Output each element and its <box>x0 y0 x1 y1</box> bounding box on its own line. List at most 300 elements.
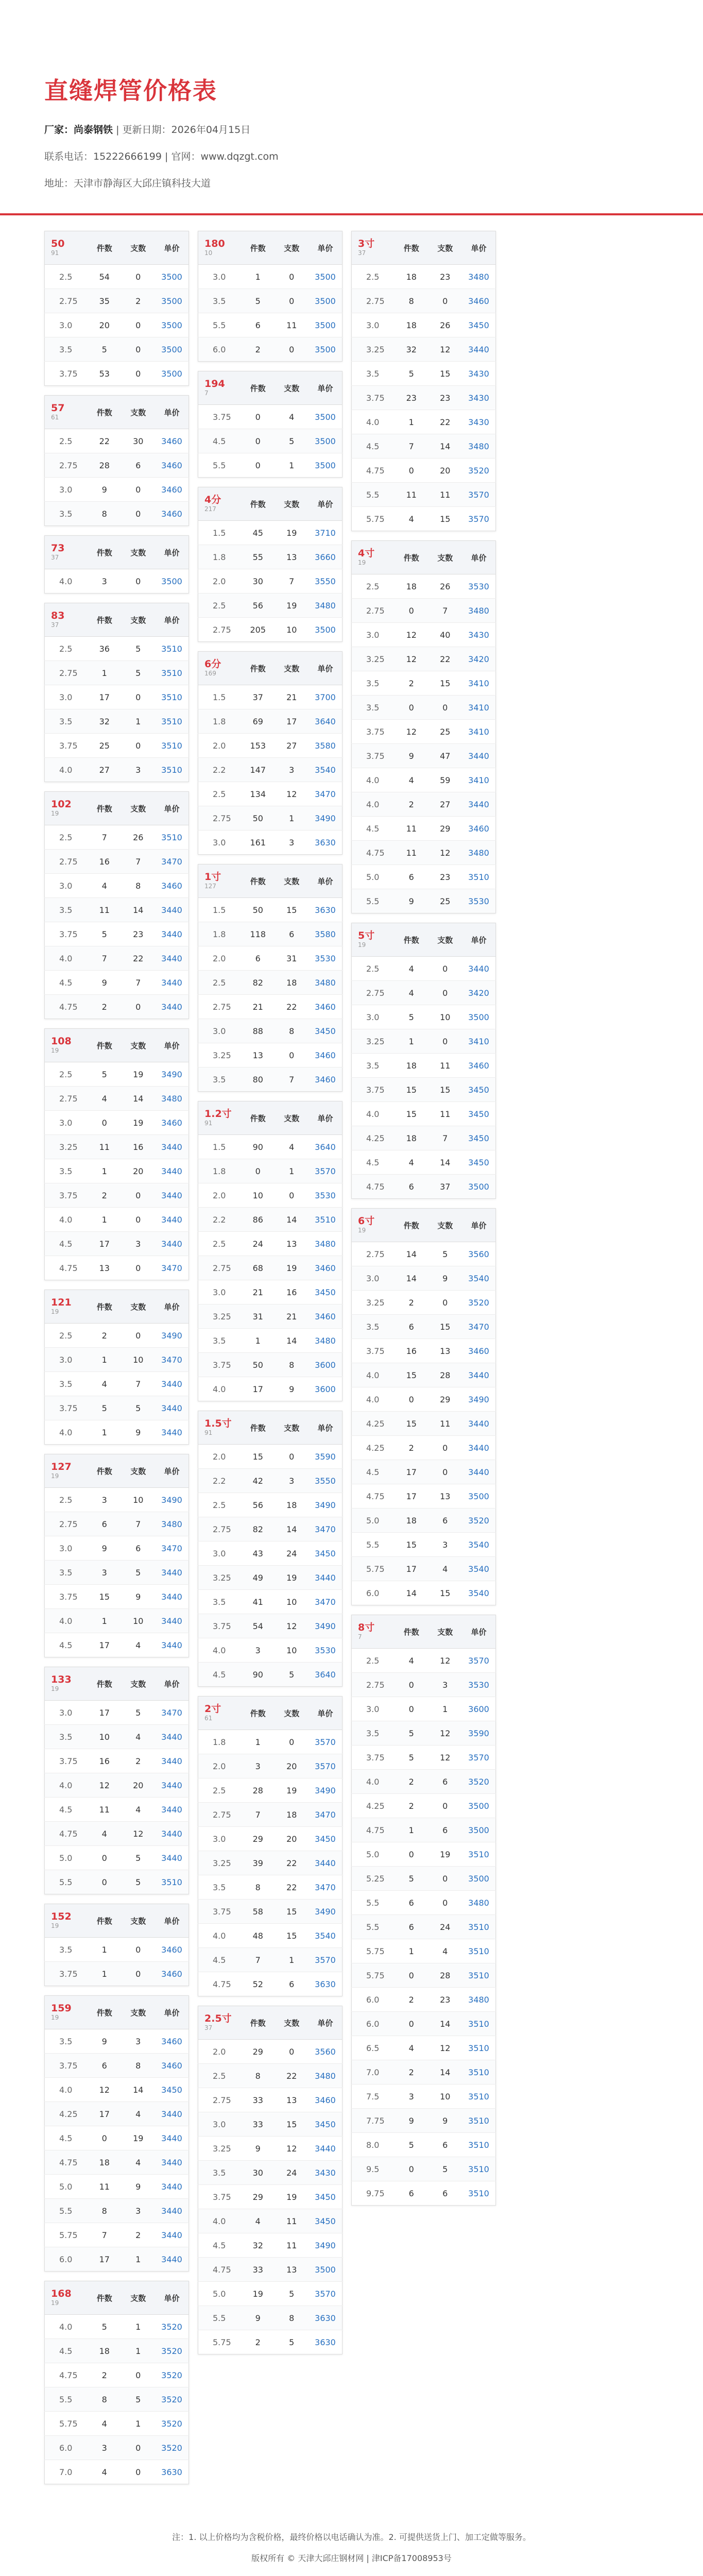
thickness-cell: 5.75 <box>198 2330 242 2354</box>
table-row <box>45 429 189 453</box>
count-cell: 11 <box>395 817 428 841</box>
pieces-cell: 6 <box>428 2181 462 2206</box>
count-cell: 14 <box>395 1581 428 1605</box>
spec-header-row <box>352 541 496 574</box>
thickness-cell: 5.5 <box>352 1915 395 1939</box>
table-row <box>198 734 342 758</box>
pieces-cell: 25 <box>428 720 462 744</box>
pieces-cell: 10 <box>275 1638 309 1663</box>
pieces-cell: 24 <box>275 1541 309 1566</box>
spec-header-row <box>198 652 342 685</box>
count-header: 件数 <box>395 231 428 265</box>
pieces-cell: 19 <box>428 1842 462 1867</box>
price-cell: 3440 <box>155 1372 189 1396</box>
pieces-cell: 0 <box>428 1029 462 1054</box>
thickness-cell: 2.0 <box>198 569 242 594</box>
count-cell: 0 <box>88 1846 122 1870</box>
table-row <box>198 429 342 453</box>
count-cell: 8 <box>88 2387 122 2412</box>
count-cell: 9 <box>88 1536 122 1561</box>
price-header: 单价 <box>155 396 189 429</box>
pieces-cell: 8 <box>275 1019 309 1043</box>
count-cell: 7 <box>88 2223 122 2247</box>
table-row <box>198 1445 342 1469</box>
pieces-header: 支数 <box>275 1697 309 1730</box>
thickness-cell: 2.75 <box>45 1512 88 1536</box>
thickness-cell: 4.0 <box>45 1609 88 1633</box>
table-row <box>45 874 189 898</box>
spec-header-cell <box>45 1029 88 1062</box>
count-cell: 8 <box>88 502 122 526</box>
price-cell: 3590 <box>462 1721 496 1745</box>
thickness-cell: 3.0 <box>198 2112 242 2137</box>
price-cell: 3450 <box>308 2185 342 2209</box>
pieces-header: 支数 <box>275 371 309 405</box>
pieces-cell: 16 <box>122 1135 156 1159</box>
count-cell: 2 <box>395 2060 428 2084</box>
table-row <box>352 1412 496 1436</box>
count-cell: 29 <box>241 2040 275 2064</box>
table-row <box>45 1324 189 1348</box>
count-cell: 1 <box>88 1962 122 1986</box>
count-cell: 1 <box>88 1159 122 1183</box>
table-row <box>352 1150 496 1175</box>
spec-total-count: 91 <box>51 249 59 257</box>
spec-name: 4分 <box>204 494 221 505</box>
price-cell: 3450 <box>308 2112 342 2137</box>
spec-table <box>44 2281 189 2484</box>
count-header: 件数 <box>241 652 275 685</box>
count-header: 件数 <box>88 1996 122 2029</box>
table-row <box>45 2175 189 2199</box>
price-cell: 3470 <box>155 1701 189 1725</box>
thickness-cell: 2.5 <box>352 574 395 599</box>
count-cell: 8 <box>241 2064 275 2088</box>
spec-table <box>351 540 496 913</box>
count-cell: 3 <box>241 1754 275 1778</box>
spec-name: 133 <box>51 1674 72 1685</box>
price-cell: 3530 <box>308 1183 342 1208</box>
thickness-cell: 4.5 <box>198 2233 242 2258</box>
count-cell: 5 <box>88 337 122 362</box>
table-row <box>198 2064 342 2088</box>
count-cell: 3 <box>88 1561 122 1585</box>
price-cell: 3630 <box>308 1972 342 1996</box>
table-row <box>352 289 496 313</box>
table-row <box>198 2161 342 2185</box>
spec-name: 1.2寸 <box>204 1108 232 1120</box>
count-cell: 17 <box>88 1232 122 1256</box>
price-cell: 3410 <box>462 696 496 720</box>
pieces-cell: 3 <box>275 831 309 855</box>
pieces-cell: 0 <box>428 1436 462 1460</box>
spec-table <box>198 2006 342 2354</box>
pieces-header: 支数 <box>122 231 156 265</box>
thickness-cell: 5.0 <box>45 1846 88 1870</box>
table-row <box>45 2078 189 2102</box>
table-row <box>45 1111 189 1135</box>
table-row <box>198 1019 342 1043</box>
thickness-cell: 3.5 <box>198 289 242 313</box>
price-cell: 3430 <box>462 362 496 386</box>
thickness-cell: 3.5 <box>352 1721 395 1745</box>
pieces-cell: 5 <box>122 1846 156 1870</box>
count-cell: 11 <box>88 1135 122 1159</box>
spec-total-count: 61 <box>51 414 59 421</box>
spec-header-cell <box>45 396 88 429</box>
count-cell: 90 <box>241 1135 275 1159</box>
count-cell: 11 <box>88 1798 122 1822</box>
thickness-cell: 5.5 <box>45 1870 88 1894</box>
table-row <box>198 1948 342 1972</box>
count-cell: 4 <box>395 507 428 531</box>
thickness-cell: 3.25 <box>352 647 395 671</box>
count-cell: 14 <box>395 1266 428 1291</box>
price-cell: 3470 <box>308 782 342 806</box>
price-cell: 3500 <box>462 1484 496 1509</box>
page-footer <box>0 2531 703 2576</box>
price-cell: 3490 <box>308 1614 342 1638</box>
price-header: 单价 <box>308 2006 342 2040</box>
price-cell: 3500 <box>308 429 342 453</box>
thickness-cell: 3.5 <box>352 362 395 386</box>
table-row <box>45 2054 189 2078</box>
thickness-cell: 4.5 <box>352 434 395 459</box>
pieces-cell: 24 <box>275 2161 309 2185</box>
price-cell: 3500 <box>308 337 342 362</box>
thickness-cell: 4.25 <box>352 1412 395 1436</box>
thickness-cell: 6.0 <box>45 2436 88 2460</box>
price-cell: 3440 <box>155 898 189 922</box>
table-row <box>45 1488 189 1512</box>
spec-header-cell <box>45 231 88 265</box>
price-cell: 3440 <box>155 1561 189 1585</box>
spec-table <box>198 371 342 478</box>
price-cell: 3510 <box>155 685 189 709</box>
thickness-cell: 5.0 <box>198 2282 242 2306</box>
pieces-cell: 7 <box>122 971 156 995</box>
price-column <box>351 231 496 2206</box>
count-cell: 3 <box>395 2084 428 2109</box>
thickness-cell: 2.0 <box>198 1754 242 1778</box>
price-cell: 3600 <box>308 1377 342 1401</box>
price-cell: 3480 <box>308 1232 342 1256</box>
price-cell: 3460 <box>155 2054 189 2078</box>
thickness-cell: 3.0 <box>198 1280 242 1304</box>
thickness-cell: 2.5 <box>45 429 88 453</box>
spec-table <box>198 1411 342 1687</box>
thickness-cell: 4.0 <box>45 569 88 594</box>
table-row <box>352 1770 496 1794</box>
price-cell: 3490 <box>308 806 342 831</box>
count-cell: 7 <box>241 1948 275 1972</box>
pieces-cell: 14 <box>428 434 462 459</box>
spec-table <box>44 1904 189 1986</box>
count-cell: 48 <box>241 1924 275 1948</box>
spec-table <box>198 1696 342 1996</box>
spec-table <box>44 791 189 1019</box>
pieces-cell: 26 <box>122 825 156 850</box>
manufacturer-name: 尚泰钢铁 <box>74 124 113 135</box>
pieces-header: 支数 <box>122 2281 156 2315</box>
table-row <box>198 806 342 831</box>
thickness-cell: 4.75 <box>352 1175 395 1199</box>
pieces-cell: 16 <box>275 1280 309 1304</box>
price-cell: 3440 <box>155 971 189 995</box>
count-cell: 153 <box>241 734 275 758</box>
spec-name: 121 <box>51 1297 72 1308</box>
pieces-cell: 19 <box>122 1062 156 1087</box>
pieces-cell: 0 <box>122 685 156 709</box>
count-cell: 13 <box>88 1256 122 1280</box>
count-cell: 41 <box>241 1590 275 1614</box>
thickness-cell: 3.0 <box>45 478 88 502</box>
table-row <box>45 2029 189 2054</box>
table-row <box>45 1208 189 1232</box>
price-cell: 3460 <box>462 1339 496 1363</box>
count-cell: 1 <box>395 1029 428 1054</box>
count-cell: 1 <box>88 1420 122 1445</box>
spec-header-cell <box>352 541 395 574</box>
price-cell: 3510 <box>155 825 189 850</box>
thickness-cell: 3.75 <box>352 386 395 410</box>
pieces-cell: 0 <box>275 1043 309 1067</box>
pieces-cell: 5 <box>122 1561 156 1585</box>
price-cell: 3490 <box>462 1387 496 1412</box>
pieces-cell: 13 <box>275 2088 309 2112</box>
pieces-header: 支数 <box>428 541 462 574</box>
thickness-cell: 1.5 <box>198 521 242 545</box>
pieces-cell: 14 <box>428 2060 462 2084</box>
price-cell: 3500 <box>155 265 189 289</box>
thickness-cell: 3.0 <box>198 831 242 855</box>
table-row <box>198 2209 342 2233</box>
thickness-cell: 2.5 <box>45 637 88 661</box>
spec-header-row <box>45 1029 189 1062</box>
thickness-cell: 4.5 <box>45 1633 88 1657</box>
count-cell: 3 <box>241 1638 275 1663</box>
price-cell: 3450 <box>462 1150 496 1175</box>
table-row <box>45 502 189 526</box>
table-row <box>45 1846 189 1870</box>
price-cell: 3500 <box>308 405 342 429</box>
thickness-cell: 3.75 <box>198 1900 242 1924</box>
thickness-cell: 2.75 <box>45 289 88 313</box>
count-cell: 15 <box>88 1585 122 1609</box>
thickness-cell: 8.0 <box>352 2133 395 2157</box>
thickness-cell: 3.75 <box>45 734 88 758</box>
thickness-cell: 2.75 <box>352 981 395 1005</box>
price-cell: 3510 <box>462 2084 496 2109</box>
thickness-cell: 3.0 <box>352 1005 395 1029</box>
table-row <box>198 2282 342 2306</box>
pieces-cell: 15 <box>428 671 462 696</box>
table-row <box>198 337 342 362</box>
pieces-cell: 12 <box>122 1822 156 1846</box>
price-cell: 3440 <box>155 922 189 946</box>
price-cell: 3640 <box>308 1135 342 1159</box>
pieces-cell: 7 <box>122 1512 156 1536</box>
address-line: 地址：天津市静海区大邱庄镇科技大道 <box>44 178 211 189</box>
pieces-cell: 20 <box>122 1159 156 1183</box>
count-cell: 11 <box>88 2175 122 2199</box>
count-cell: 33 <box>241 2088 275 2112</box>
price-header: 单价 <box>462 1615 496 1649</box>
pieces-cell: 19 <box>275 1256 309 1280</box>
count-cell: 42 <box>241 1469 275 1493</box>
spec-header-cell <box>45 2281 88 2315</box>
table-row <box>45 685 189 709</box>
pieces-cell: 3 <box>122 2029 156 2054</box>
price-cell: 3510 <box>462 1915 496 1939</box>
price-cell: 3520 <box>155 2315 189 2339</box>
price-cell: 3470 <box>308 1803 342 1827</box>
thickness-cell: 5.75 <box>352 507 395 531</box>
thickness-cell: 3.5 <box>45 1725 88 1749</box>
table-row <box>198 709 342 734</box>
pieces-cell: 4 <box>122 2150 156 2175</box>
thickness-cell: 4.0 <box>45 1208 88 1232</box>
thickness-cell: 1.5 <box>198 898 242 922</box>
table-row <box>198 2233 342 2258</box>
price-header: 单价 <box>308 1697 342 1730</box>
pieces-cell: 11 <box>428 1054 462 1078</box>
count-cell: 5 <box>88 1396 122 1420</box>
price-cell: 3480 <box>308 1329 342 1353</box>
price-cell: 3460 <box>155 874 189 898</box>
thickness-cell: 3.75 <box>45 362 88 386</box>
pieces-cell: 5 <box>428 2157 462 2181</box>
count-cell: 6 <box>88 2054 122 2078</box>
count-header: 件数 <box>88 396 122 429</box>
thickness-cell: 4.75 <box>352 1484 395 1509</box>
count-cell: 0 <box>395 599 428 623</box>
table-row <box>352 1915 496 1939</box>
pieces-header: 支数 <box>122 1904 156 1938</box>
pieces-cell: 14 <box>122 898 156 922</box>
count-cell: 0 <box>395 1842 428 1867</box>
pieces-header: 支数 <box>122 1290 156 1324</box>
pieces-cell: 0 <box>122 362 156 386</box>
count-cell: 4 <box>88 1372 122 1396</box>
count-cell: 19 <box>241 2282 275 2306</box>
price-cell: 3490 <box>155 1062 189 1087</box>
price-cell: 3450 <box>462 1102 496 1126</box>
pieces-cell: 15 <box>428 1581 462 1605</box>
pieces-cell: 19 <box>122 1111 156 1135</box>
pieces-cell: 11 <box>275 2209 309 2233</box>
pieces-cell: 12 <box>275 1614 309 1638</box>
thickness-cell: 3.25 <box>198 1304 242 1329</box>
thickness-cell: 3.5 <box>352 671 395 696</box>
count-cell: 31 <box>241 1304 275 1329</box>
price-cell: 3470 <box>308 1875 342 1900</box>
pieces-cell: 4 <box>428 1557 462 1581</box>
price-cell: 3630 <box>308 2306 342 2330</box>
spec-total-count: 217 <box>204 505 216 513</box>
table-row <box>352 768 496 792</box>
table-row <box>198 1067 342 1092</box>
thickness-cell: 3.25 <box>352 337 395 362</box>
price-cell: 3460 <box>155 453 189 478</box>
count-cell: 90 <box>241 1663 275 1687</box>
table-row <box>198 1329 342 1353</box>
price-cell: 3440 <box>462 337 496 362</box>
count-header: 件数 <box>241 1697 275 1730</box>
price-cell: 3550 <box>308 569 342 594</box>
count-cell: 1 <box>88 1938 122 1962</box>
table-row <box>352 1533 496 1557</box>
count-cell: 3 <box>88 2436 122 2460</box>
count-cell: 1 <box>395 410 428 434</box>
count-cell: 15 <box>395 1078 428 1102</box>
count-cell: 1 <box>395 1818 428 1842</box>
thickness-cell: 4.5 <box>45 1798 88 1822</box>
count-cell: 58 <box>241 1900 275 1924</box>
spec-header-cell <box>352 923 395 957</box>
pieces-cell: 7 <box>275 1067 309 1092</box>
thickness-cell: 1.8 <box>198 709 242 734</box>
table-row <box>352 2036 496 2060</box>
table-row <box>352 1387 496 1412</box>
table-row <box>352 792 496 817</box>
count-cell: 5 <box>88 922 122 946</box>
count-cell: 4 <box>395 1150 428 1175</box>
count-cell: 1 <box>241 1730 275 1754</box>
pieces-cell: 5 <box>122 2387 156 2412</box>
thickness-cell: 3.0 <box>198 1541 242 1566</box>
pieces-cell: 5 <box>122 661 156 685</box>
count-cell: 9 <box>88 478 122 502</box>
price-cell: 3470 <box>155 850 189 874</box>
spec-name: 194 <box>204 378 225 389</box>
thickness-cell: 3.75 <box>45 1585 88 1609</box>
thickness-cell: 3.5 <box>198 1875 242 1900</box>
spec-header-cell <box>45 1667 88 1701</box>
price-cell: 3450 <box>308 1541 342 1566</box>
pieces-header: 支数 <box>275 1101 309 1135</box>
table-row <box>198 1730 342 1754</box>
price-cell: 3480 <box>308 971 342 995</box>
thickness-cell: 4.0 <box>198 1924 242 1948</box>
spec-header-row <box>45 536 189 569</box>
pieces-cell: 5 <box>275 2330 309 2354</box>
table-row <box>198 946 342 971</box>
table-row <box>352 841 496 865</box>
pieces-cell: 12 <box>275 2137 309 2161</box>
spec-table <box>44 603 189 782</box>
table-row <box>198 405 342 429</box>
count-cell: 29 <box>241 2185 275 2209</box>
price-cell: 3570 <box>462 1745 496 1770</box>
table-row <box>198 1924 342 1948</box>
thickness-cell: 5.5 <box>198 2306 242 2330</box>
price-cell: 3480 <box>462 1988 496 2012</box>
table-row <box>45 1536 189 1561</box>
pieces-header: 支数 <box>122 1667 156 1701</box>
pieces-cell: 8 <box>275 1353 309 1377</box>
price-cell: 3580 <box>308 734 342 758</box>
table-row <box>45 1512 189 1536</box>
count-cell: 2 <box>88 1324 122 1348</box>
thickness-cell: 4.0 <box>352 410 395 434</box>
count-cell: 14 <box>395 1242 428 1266</box>
thickness-cell: 5.5 <box>352 1533 395 1557</box>
pieces-cell: 1 <box>122 2315 156 2339</box>
spec-total-count: 37 <box>51 554 59 561</box>
table-row <box>352 362 496 386</box>
pieces-cell: 0 <box>275 265 309 289</box>
